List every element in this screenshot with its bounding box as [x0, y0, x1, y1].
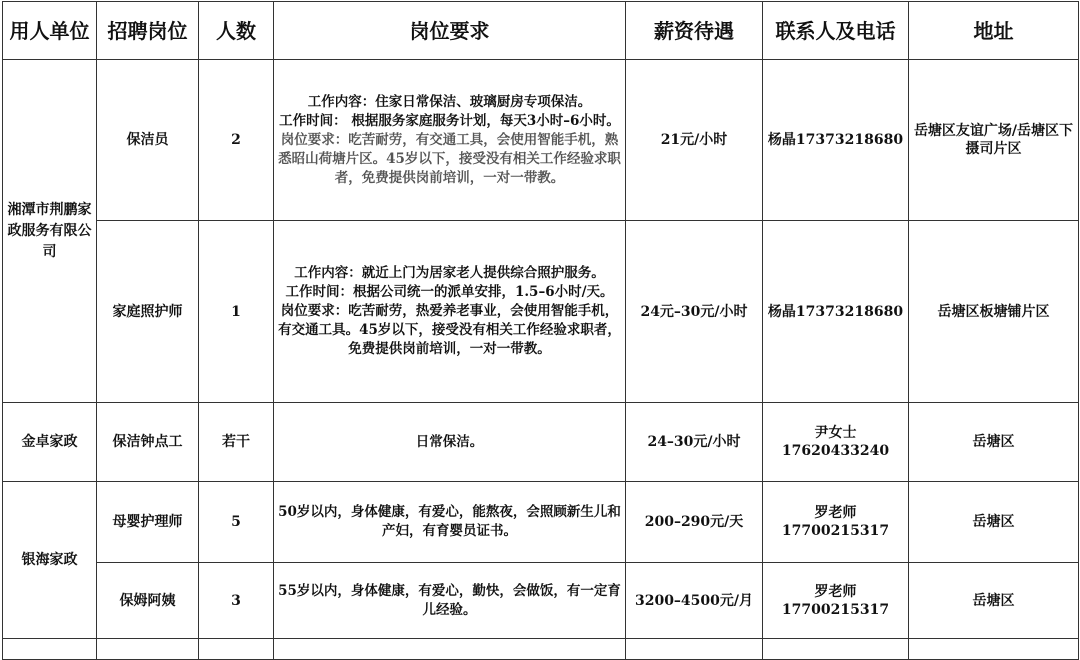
requirement-line: 岗位要求：吃苦耐劳，热爱养老事业，会使用智能手机，有交通工具。45岁以下，接受没有相关工作经验求职者，免费提供岗前培训，一对一带教。	[278, 303, 621, 357]
empty-cell	[199, 639, 274, 660]
requirement-line: 日常保洁。	[415, 433, 484, 450]
address-cell: 岳塘区板塘铺片区	[909, 221, 1079, 403]
table-row	[3, 563, 1079, 639]
header-row	[3, 2, 1079, 60]
table-row	[3, 482, 1079, 563]
requirement-line: 岗位要求：吃苦耐劳，有交通工具，会使用智能手机，熟悉昭山荷塘片区。45岁以下，接受没有相关工作经验求职者，免费提供岗前培训，一对一带教。	[278, 131, 621, 186]
address-cell: 岳塘区友谊广场/岳塘区下摄司片区	[909, 60, 1079, 221]
empty-cell	[763, 639, 909, 660]
contact-cell: 杨晶17373218680	[763, 221, 909, 403]
salary-cell: 24元–30元/小时	[626, 221, 763, 403]
header-contact: 联系人及电话	[763, 2, 909, 60]
position-cell: 家庭照护师	[97, 221, 199, 403]
requirement-line: 55岁以内，身体健康，有爱心，勤快，会做饭，有一定育儿经验。	[278, 582, 621, 618]
count-cell: 若干	[199, 403, 274, 482]
requirement-line: 工作内容：就近上门为居家老人提供综合照护服务。	[294, 265, 605, 281]
contact-cell: 罗老师17700215317	[763, 482, 909, 563]
count-cell: 3	[199, 563, 274, 639]
position-cell: 保洁钟点工	[97, 403, 199, 482]
salary-cell: 24–30元/小时	[626, 403, 763, 482]
requirement-line: 工作内容：住家日常保洁、玻璃厨房专项保洁。	[307, 93, 592, 110]
position-cell: 母婴护理师	[97, 482, 199, 563]
empty-cell	[3, 639, 97, 660]
employer-cell: 银海家政	[3, 482, 97, 639]
empty-cell	[909, 639, 1079, 660]
contact-cell: 尹女士 17620433240	[763, 403, 909, 482]
requirement-line: 50岁以内，身体健康，有爱心，能熬夜，会照顾新生儿和产妇，有育婴员证书。	[278, 504, 621, 539]
requirements-cell	[274, 482, 626, 563]
employer-cell: 金卓家政	[3, 403, 97, 482]
table-row	[3, 403, 1079, 482]
position-cell: 保姆阿姨	[97, 563, 199, 639]
table-row	[3, 60, 1079, 221]
requirements-cell	[274, 60, 626, 221]
empty-cell	[97, 639, 199, 660]
count-cell: 1	[199, 221, 274, 403]
requirements-cell	[274, 221, 626, 403]
contact-cell: 杨晶17373218680	[763, 60, 909, 221]
empty-cell	[626, 639, 763, 660]
employer-cell: 湘潭市荆鹏家政服务有限公司	[3, 60, 97, 403]
position-cell: 保洁员	[97, 60, 199, 221]
address-cell: 岳塘区	[909, 403, 1079, 482]
header-requirements: 岗位要求	[274, 2, 626, 60]
salary-cell: 3200–4500元/月	[626, 563, 763, 639]
requirements-cell	[274, 563, 626, 639]
salary-cell: 21元/小时	[626, 60, 763, 221]
header-employer: 用人单位	[3, 2, 97, 60]
count-cell: 5	[199, 482, 274, 563]
requirement-line: 工作时间： 根据服务家庭服务计划，每天3小时–6小时。	[279, 112, 620, 129]
header-position: 招聘岗位	[97, 2, 199, 60]
address-cell: 岳塘区	[909, 563, 1079, 639]
table-row	[3, 221, 1079, 403]
header-count: 人数	[199, 2, 274, 60]
requirement-line: 工作时间：根据公司统一的派单安排，1.5–6小时/天。	[285, 284, 614, 300]
salary-cell: 200–290元/天	[626, 482, 763, 563]
address-cell: 岳塘区	[909, 482, 1079, 563]
table-row-partial	[3, 639, 1079, 660]
header-salary: 薪资待遇	[626, 2, 763, 60]
count-cell: 2	[199, 60, 274, 221]
empty-cell	[274, 639, 626, 660]
requirements-cell	[274, 403, 626, 482]
header-address: 地址	[909, 2, 1079, 60]
job-listing-table	[2, 1, 1079, 660]
contact-cell: 罗老师17700215317	[763, 563, 909, 639]
